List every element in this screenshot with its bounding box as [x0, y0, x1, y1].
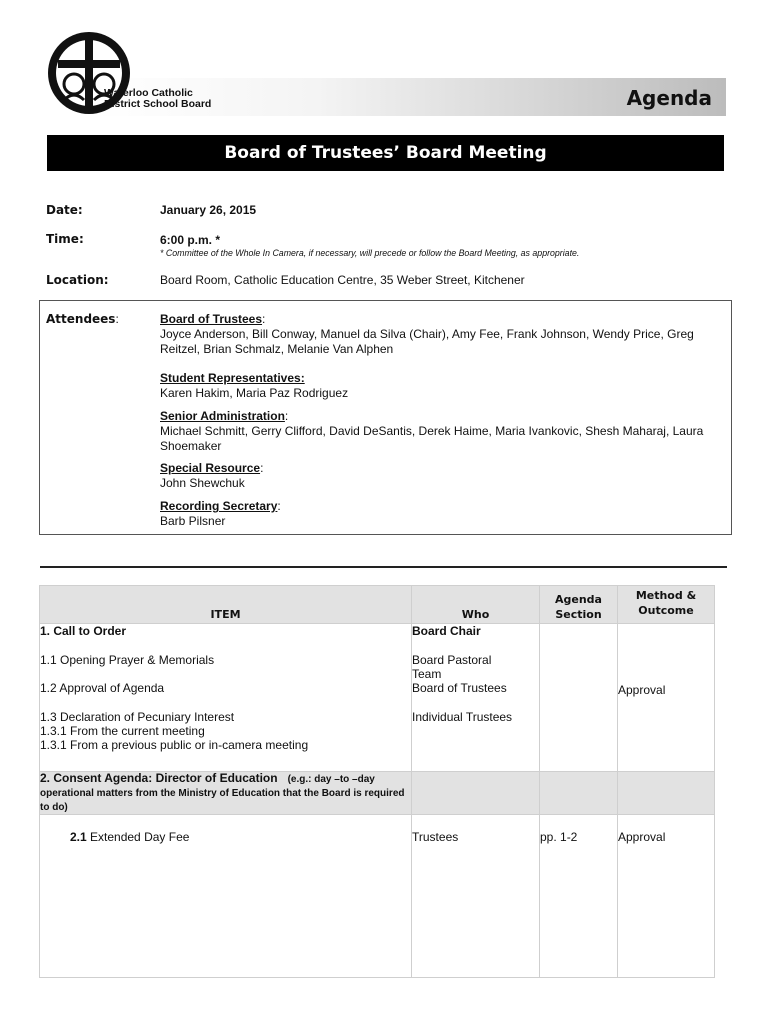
method-text: Approval: [618, 683, 666, 697]
attendee-group-recording-secretary: [160, 499, 730, 529]
group-names: Michael Schmitt, Gerry Clifford, David DeSantis, Derek Haime, Maria Ivankovic, Shesh Maharaj, Laura Shoemaker: [160, 424, 704, 453]
meeting-title: Board of Trustees’ Board Meeting: [224, 143, 547, 163]
group-heading-suffix: :: [260, 461, 264, 475]
group-names: Joyce Anderson, Bill Conway, Manuel da Silva (Chair), Amy Fee, Frank Johnson, Wendy Price, Greg Reitzel, Brian Schmalz, Melanie Van Alphen: [160, 327, 694, 356]
item-text: 1.1 Opening Prayer & Memorials: [40, 653, 215, 667]
attendees-label-colon: :: [115, 312, 119, 326]
org-name-line2: District School Board: [104, 98, 212, 110]
item-text: 1.2 Approval of Agenda: [40, 681, 165, 695]
group-heading-suffix: :: [284, 409, 289, 423]
table-row: [40, 772, 715, 815]
table-row: [40, 624, 715, 772]
col-header-who: Who: [412, 586, 540, 624]
time-value: 6:00 p.m. *: [160, 233, 221, 247]
group-heading: Senior Administration: [160, 409, 285, 423]
attendee-group-trustees: [160, 312, 730, 357]
who-text: Individual Trustees: [412, 710, 513, 724]
who-text: Team: [412, 667, 442, 681]
group-heading: Special Resource: [160, 461, 261, 475]
item-note: (e.g.: day –to –day operational matters from the Ministry of Education that the Board is required to do): [40, 774, 405, 813]
method-text: Approval: [618, 830, 666, 844]
location-label: Location:: [46, 273, 109, 287]
attendees-label-text: Attendees: [46, 312, 116, 326]
location-value: Board Room, Catholic Education Centre, 35 Weber Street, Kitchener: [160, 273, 525, 287]
group-names: Karen Hakim, Maria Paz Rodriguez: [160, 386, 349, 400]
group-names: John Shewchuk: [160, 476, 245, 490]
group-heading: Student Representatives:: [160, 371, 305, 385]
item-text: 1.3.1 From the current meeting: [40, 724, 205, 738]
attendee-group-senior-admin: [160, 409, 730, 454]
table-header-row: [40, 586, 715, 624]
item-cell: [40, 815, 412, 978]
section-cell: [540, 624, 618, 772]
group-heading-suffix: :: [262, 312, 266, 326]
method-cell: [618, 815, 715, 978]
date-value: January 26, 2015: [160, 203, 257, 217]
item-cell: [40, 772, 412, 815]
agenda-table: [39, 585, 715, 978]
section-text: pp. 1-2: [540, 830, 578, 844]
date-label: Date:: [46, 203, 83, 217]
table-row: [40, 815, 715, 978]
item-heading: 2. Consent Agenda: Director of Education: [40, 771, 278, 785]
item-heading: 1. Call to Order: [40, 624, 127, 638]
item-text: Extended Day Fee: [86, 830, 190, 844]
attendees-label: [46, 312, 119, 326]
item-cell: [40, 624, 412, 772]
item-number: 2.1: [70, 830, 87, 844]
section-cell: [540, 772, 618, 815]
who-text: Board Pastoral: [412, 653, 492, 667]
group-heading: Recording Secretary: [160, 499, 278, 513]
section-cell: [540, 815, 618, 978]
who-cell: [412, 815, 540, 978]
who-cell: [412, 624, 540, 772]
who-text: Trustees: [412, 830, 459, 844]
who-cell: [412, 772, 540, 815]
organization-name: [104, 88, 211, 110]
section-divider: [40, 566, 727, 568]
method-cell: [618, 772, 715, 815]
who-text: Board Chair: [412, 624, 481, 638]
item-text: 1.3.1 From a previous public or in-camera meeting: [40, 738, 309, 752]
document-type-title: Agenda: [626, 86, 712, 110]
attendee-group-students: [160, 371, 730, 401]
time-footnote: * Committee of the Whole In Camera, if necessary, will precede or follow the Board Meeting, as appropriate.: [160, 248, 580, 258]
meeting-title-bar: [47, 135, 724, 171]
col-header-method: Method & Outcome: [618, 586, 715, 624]
attendee-group-special-resource: [160, 461, 730, 491]
col-header-item: ITEM: [40, 586, 412, 624]
col-header-section: Agenda Section: [540, 586, 618, 624]
group-heading-suffix: :: [277, 499, 281, 513]
who-text: Board of Trustees: [412, 681, 507, 695]
org-name-line1: Waterloo Catholic: [104, 87, 193, 99]
group-heading: Board of Trustees: [160, 312, 263, 326]
time-label: Time:: [46, 232, 84, 246]
group-names: Barb Pilsner: [160, 514, 226, 528]
method-cell: [618, 624, 715, 772]
item-text: 1.3 Declaration of Pecuniary Interest: [40, 710, 235, 724]
